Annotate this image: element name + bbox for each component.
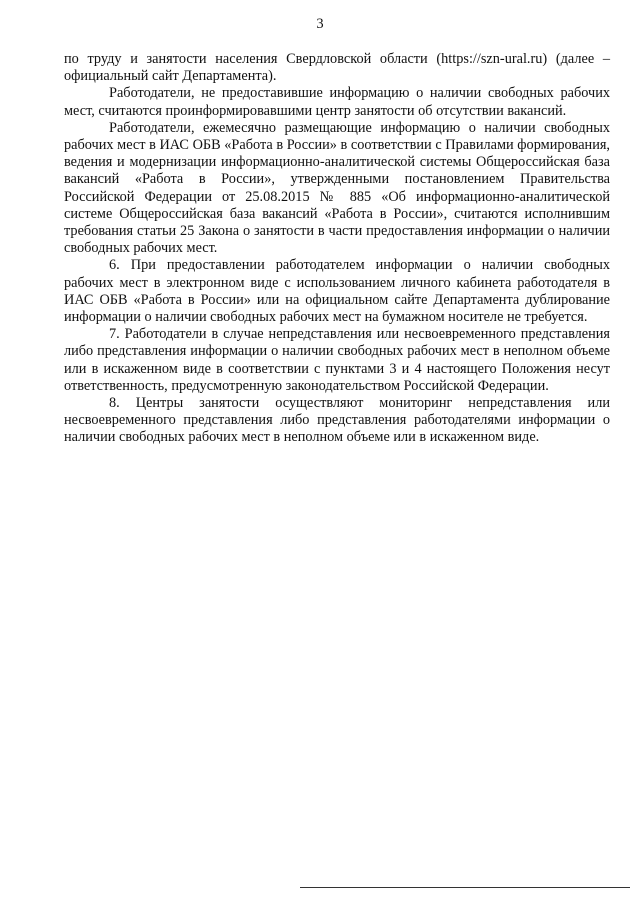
- footer-divider: [300, 887, 630, 888]
- page-number: 3: [316, 16, 324, 32]
- document-body: [64, 51, 610, 447]
- paragraph-no-vacancy-info: Работодатели, не предоставившие информацию о наличии свободных рабочих мест, считаются проинформировавшими центр занятости об отсутствии вакансий.: [64, 85, 610, 119]
- paragraph-item-6: 6. При предоставлении работодателем информации о наличии свободных рабочих мест в электронном виде с использованием личного кабинета работодателя в ИАС ОБВ «Работа в России» или на официальном сайте Департамента дублирование информации о наличии свободных рабочих мест на бумажном носителе не требуется.: [64, 257, 610, 326]
- paragraph-item-7: 7. Работодатели в случае непредставления или несвоевременного представления либо представления информации о наличии свободных рабочих мест в неполном объеме или в искаженном виде в соответствии с пунктами 3 и 4 настоящего Положения несут ответственность, предусмотренную законодательством Российской Федерации.: [64, 326, 610, 394]
- paragraph-continuation: по труду и занятости населения Свердловской области (https://szn-ural.ru) (далее – официальный сайт Департамента).: [64, 51, 610, 85]
- paragraph-item-8: 8. Центры занятости осуществляют мониторинг непредставления или несвоевременного представления либо представления работодателями информации о наличии свободных рабочих мест в неполном объеме или в искаженном виде.: [64, 395, 610, 446]
- paragraph-ias-obv-monthly: Работодатели, ежемесячно размещающие информацию о наличии свободных рабочих мест в ИАС ОБВ «Работа в России» в соответствии с Правилами формирования, ведения и модернизации информационно-аналитической системы Общероссийская база вакансий «Работа в России», утвержденными постановлением Правительства Российской Федерации от 25.08.2015 № 885 «Об информационно-аналитической системе Общероссийская база вакансий «Работа в России», считаются исполнившим требования статьи 25 Закона о занятости в части предоставления информации о наличии свободных рабочих мест.: [64, 119, 610, 257]
